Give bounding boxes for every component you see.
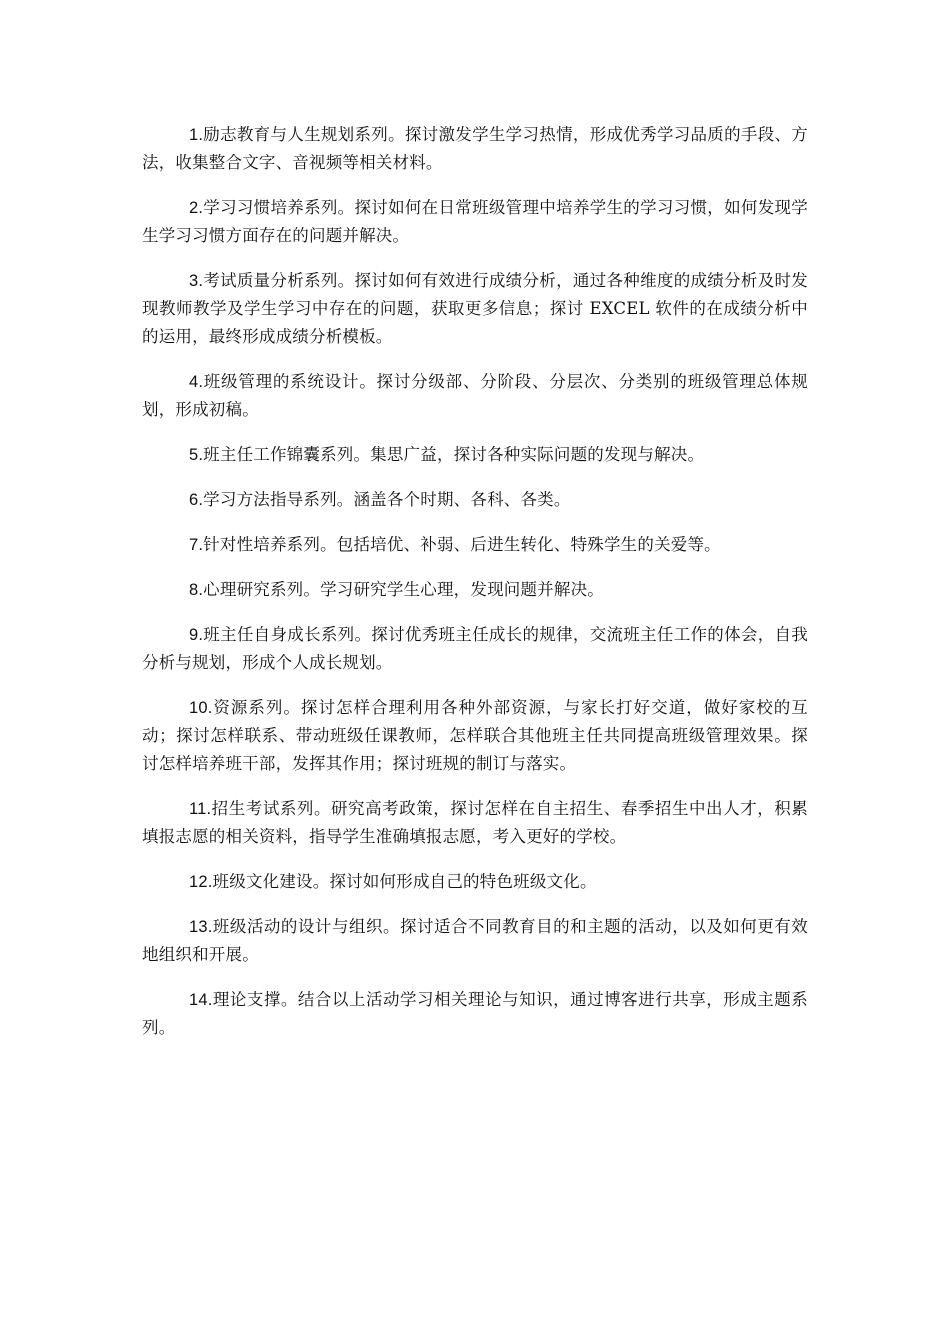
item-text: 理论支撑。结合以上活动学习相关理论与知识，通过博客进行共享，形成主题系列。 bbox=[142, 990, 808, 1037]
item-number: 13. bbox=[189, 918, 213, 936]
item-text: 班主任自身成长系列。探讨优秀班主任成长的规律，交流班主任工作的体会，自我分析与规划，形成个人成长规划。 bbox=[142, 625, 808, 672]
list-item bbox=[142, 194, 808, 250]
item-text: 班级文化建设。探讨如何形成自己的特色班级文化。 bbox=[212, 872, 597, 891]
list-item bbox=[142, 531, 808, 559]
document-body bbox=[142, 121, 808, 1059]
list-item bbox=[142, 621, 808, 677]
list-item bbox=[142, 486, 808, 514]
item-number: 7. bbox=[189, 536, 204, 554]
item-text: 班主任工作锦囊系列。集思广益，探讨各种实际问题的发现与解决。 bbox=[203, 445, 705, 464]
item-number: 14. bbox=[189, 991, 213, 1009]
item-number: 3. bbox=[189, 272, 204, 290]
item-number: 10. bbox=[189, 699, 213, 717]
item-text: 班级活动的设计与组织。探讨适合不同教育目的和主题的活动，以及如何更有效地组织和开展。 bbox=[142, 917, 808, 964]
item-number: 9. bbox=[189, 626, 204, 644]
item-text: 学习习惯培养系列。探讨如何在日常班级管理中培养学生的学习习惯，如何发现学生学习习惯方面存在的问题并解决。 bbox=[142, 198, 808, 245]
list-item bbox=[142, 913, 808, 969]
item-number: 12. bbox=[189, 873, 213, 891]
item-number: 1. bbox=[189, 126, 204, 144]
item-number: 8. bbox=[189, 581, 204, 599]
item-text: 招生考试系列。研究高考政策，探讨怎样在自主招生、春季招生中出人才，积累填报志愿的相关资料，指导学生准确填报志愿，考入更好的学校。 bbox=[142, 799, 808, 846]
item-number: 6. bbox=[189, 491, 204, 509]
list-item bbox=[142, 576, 808, 604]
item-text: 资源系列。探讨怎样合理利用各种外部资源，与家长打好交道，做好家校的互动；探讨怎样联系、带动班级任课教师，怎样联合其他班主任共同提高班级管理效果。探讨怎样培养班干部，发挥其作用；探讨班规的制订与落实。 bbox=[142, 698, 808, 773]
item-text: 学习方法指导系列。涵盖各个时期、各科、各类。 bbox=[203, 490, 571, 509]
list-item bbox=[142, 368, 808, 424]
item-text: 励志教育与人生规划系列。探讨激发学生学习热情，形成优秀学习品质的手段、方法，收集整合文字、音视频等相关材料。 bbox=[142, 125, 808, 172]
item-text: 考试质量分析系列。探讨如何有效进行成绩分析，通过各种维度的成绩分析及时发现教师教学及学生学习中存在的问题，获取更多信息；探讨 EXCEL 软件的在成绩分析中的运用，最终形成成绩分析模板。 bbox=[142, 271, 808, 346]
list-item bbox=[142, 694, 808, 778]
list-item bbox=[142, 441, 808, 469]
item-text: 心理研究系列。学习研究学生心理，发现问题并解决。 bbox=[203, 580, 604, 599]
item-number: 2. bbox=[189, 199, 204, 217]
item-number: 11. bbox=[189, 800, 212, 818]
item-number: 4. bbox=[189, 373, 204, 391]
list-item bbox=[142, 267, 808, 351]
list-item bbox=[142, 986, 808, 1042]
list-item bbox=[142, 868, 808, 896]
list-item bbox=[142, 121, 808, 177]
item-text: 班级管理的系统设计。探讨分级部、分阶段、分层次、分类别的班级管理总体规划，形成初稿。 bbox=[142, 372, 808, 419]
list-item bbox=[142, 795, 808, 851]
item-number: 5. bbox=[189, 446, 204, 464]
item-text: 针对性培养系列。包括培优、补弱、后进生转化、特殊学生的关爱等。 bbox=[203, 535, 721, 554]
